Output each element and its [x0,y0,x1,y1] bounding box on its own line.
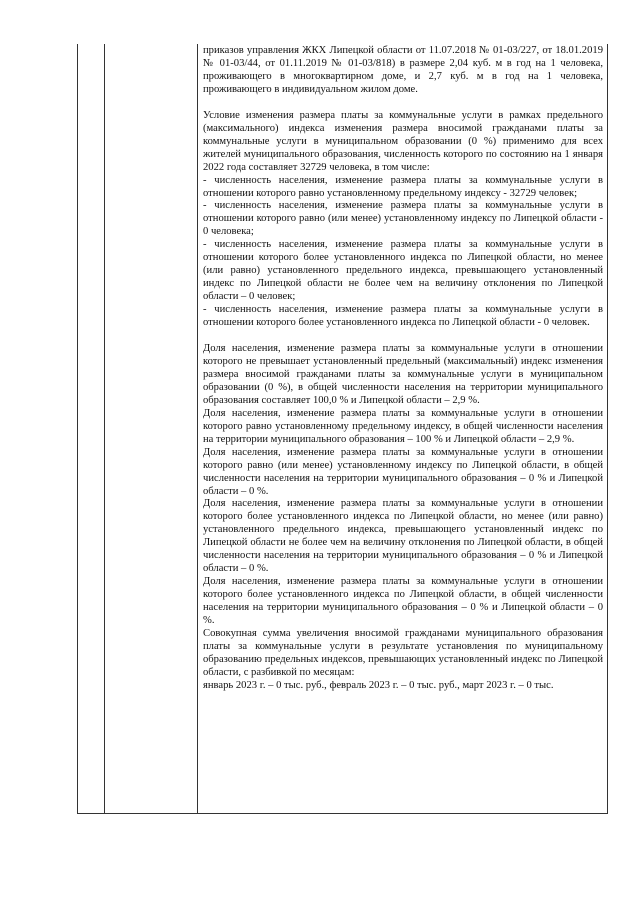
total-paragraph: Совокупная сумма увеличения вносимой гражданами муниципального образования платы за коммунальные услуги в результате установления по муниципальному образованию предельных индексов, превышающих установленный индекс по Липецкой области, с разбивкой по месяцам: [203,627,603,678]
population-item: - численность населения, изменение размера платы за коммунальные услуги в отношении которого равно установленному предельному индексу - 32729 человек; [203,174,603,199]
paragraph-gap [203,330,603,343]
months-line: январь 2023 г. – 0 тыс. руб., февраль 2023 г. – 0 тыс. руб., март 2023 г. – 0 тыс. [203,679,554,691]
population-item: - численность населения, изменение размера платы за коммунальные услуги в отношении которого более установленного индекса по Липецкой области - 0 человек. [203,304,603,329]
share-paragraph: Доля населения, изменение размера платы за коммунальные услуги в отношении которого равно установленному предельному индексу, в общей численности населения на территории муниципального образования – 100 % и Липецкой области – 2,9 %. [203,407,603,445]
column-divider [197,44,198,814]
share-paragraph: Доля населения, изменение размера платы за коммунальные услуги в отношении которого не превышает установленный предельный (максимальный) индекс изменения размера вносимой гражданами платы за коммунальные услуги в муниципальном образовании (0 %), в общей численности населения на территории муниципального образования составляет 100,0 % и Липецкой области – 2,9 %. [203,343,603,406]
intro-paragraph: приказов управления ЖКХ Липецкой области от 11.07.2018 № 01-03/227, от 18.01.2019 № 01-03/44, от 01.11.2019 № 01-03/818) в размере 2,04 куб. м в год на 1 человека, проживающего в многоквартирном доме, и 2,7 куб. м в год на 1 человека, проживающего в индивидуальном жилом доме. [203,45,603,95]
table-cell-text [203,45,603,693]
paragraph-gap [203,97,603,110]
column-divider [104,44,105,814]
population-item: - численность населения, изменение размера платы за коммунальные услуги в отношении которого более установленного индекса по Липецкой области, но менее (или равно) установленного предельного индекса, превышающего установленный индекс по Липецкой области не более чем на величину отклонения по Липецкой области – 0 человек; [203,239,603,303]
population-item: - численность населения, изменение размера платы за коммунальные услуги в отношении которого равно (или менее) установленному индексу по Липецкой области - 0 человека; [203,200,603,238]
share-paragraph: Доля населения, изменение размера платы за коммунальные услуги в отношении которого равно (или менее) установленному индексу по Липецкой области, в общей численности населения на территории муниципального образования – 0 % и Липецкой области – 0 %. [203,446,603,497]
share-paragraph: Доля населения, изменение размера платы за коммунальные услуги в отношении которого более установленного индекса по Липецкой области, в общей численности населения на территории муниципального образования – 0 % и Липецкой области – 0 %. [203,576,603,627]
condition-paragraph: Условие изменения размера платы за коммунальные услуги в рамках предельного (максимального) индекса изменения размера вносимой гражданами платы за коммунальные услуги в муниципальном образовании (0 %) применимо для всех жителей муниципального образования, численность которого по состоянию на 1 января 2022 года составляет 32729 человека, в том числе: [203,109,603,173]
share-paragraph: Доля населения, изменение размера платы за коммунальные услуги в отношении которого более установленного индекса по Липецкой области, но менее (или равно) установленного предельного индекса, превышающего установленный индекс по Липецкой области не более чем на величину отклонения по Липецкой области, в общей численности населения на территории муниципального образования – 0 % и Липецкой области – 0 %. [203,498,603,575]
